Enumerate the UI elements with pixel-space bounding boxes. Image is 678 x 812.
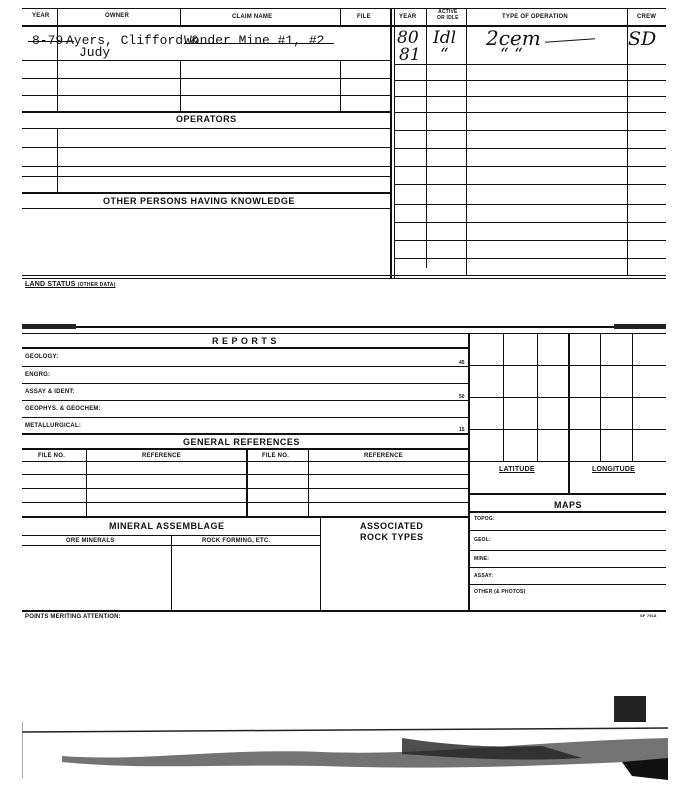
- handwritten-year-1: 80: [397, 28, 419, 48]
- col-divider: [57, 8, 58, 26]
- land-status-text: LAND STATUS: [25, 281, 76, 288]
- entry-owner-line1: Ayers, Clifford &: [66, 33, 199, 48]
- reports-right-divider: [468, 333, 470, 611]
- mineral-heading: MINERAL ASSEMBLAGE: [109, 521, 225, 531]
- ref-reference-2: REFERENCE: [364, 453, 403, 459]
- gen-ref-heading-rule: [22, 448, 468, 450]
- ref-file-no-1: FILE NO.: [38, 453, 65, 459]
- row-line: [22, 176, 390, 177]
- handwritten-operation-ditto: “ “: [500, 45, 523, 65]
- map-mine: MINE:: [474, 556, 490, 562]
- row-line: [22, 60, 390, 61]
- handwritten-crew: SD: [628, 28, 657, 50]
- maps-heading-rule: [470, 511, 666, 513]
- form-id: SF 7918: [640, 613, 657, 618]
- land-status-label: [25, 281, 115, 288]
- ref-reference-1: REFERENCE: [142, 453, 181, 459]
- bar-smudge: [22, 324, 76, 329]
- grid-line: [470, 397, 666, 398]
- rock-forming-label: ROCK FORMING, ETC.: [202, 538, 271, 544]
- header-year: YEAR: [32, 13, 50, 19]
- row-line: [395, 184, 666, 185]
- map-assay: ASSAY:: [474, 573, 494, 579]
- grid-line: [470, 429, 666, 430]
- row-line: [395, 96, 666, 97]
- operators-heading: OPERATORS: [176, 114, 237, 124]
- col-divider: [426, 8, 427, 268]
- maps-heading: MAPS: [554, 500, 583, 510]
- row-line: [22, 417, 468, 418]
- handwritten-operation: 2cem: [486, 26, 541, 50]
- margin-number: 15: [459, 427, 465, 433]
- operators-bottom-rule: [22, 128, 390, 129]
- map-topog: TOPOG:: [474, 516, 495, 522]
- margin-number: 50: [459, 394, 465, 400]
- other-persons-heading: OTHER PERSONS HAVING KNOWLEDGE: [103, 196, 295, 206]
- bar-smudge: [614, 324, 666, 329]
- entry-claim-name: Wonder Mine #1, #2: [184, 33, 325, 48]
- handwritten-active: Idl: [433, 28, 457, 48]
- map-geol: GEOL:: [474, 537, 491, 543]
- col-divider: [340, 60, 341, 112]
- row-line: [22, 78, 390, 79]
- row-line: [22, 502, 468, 503]
- row-line: [395, 204, 666, 205]
- row-line: [22, 461, 468, 462]
- report-engrg: ENGRG:: [25, 372, 51, 378]
- top-block-bottom: [22, 278, 666, 279]
- longitude-label: LONGITUDE: [592, 466, 636, 473]
- handwritten-stroke: [545, 38, 595, 42]
- header-owner: OWNER: [105, 13, 129, 19]
- row-line: [22, 147, 390, 148]
- header-idle: OR IDLE: [437, 15, 459, 21]
- associated-heading-1: ASSOCIATED: [360, 521, 424, 531]
- row-line: [22, 166, 390, 167]
- row-line: [22, 488, 468, 489]
- header-active-idle: [437, 9, 459, 21]
- scan-noise: [22, 718, 668, 788]
- entry-owner-line2: Judy: [79, 45, 111, 60]
- header-claim-name: CLAIM NAME: [232, 14, 273, 20]
- handwritten-active-ditto: “: [440, 45, 449, 65]
- col-divider: [180, 60, 181, 112]
- row-line: [395, 240, 666, 241]
- col-divider: [246, 448, 248, 516]
- center-divider: [390, 8, 392, 278]
- col-divider: [466, 8, 467, 276]
- handwritten-year-2: 81: [399, 45, 421, 65]
- top-border: [22, 8, 666, 9]
- entry-year: 8-79: [32, 33, 64, 48]
- col-divider: [180, 8, 181, 26]
- row-line: [470, 530, 666, 531]
- col-divider: [57, 128, 58, 192]
- form-bottom-rule: [22, 610, 666, 612]
- section-bar: [22, 326, 666, 328]
- col-divider: [171, 535, 172, 611]
- report-assay: ASSAY & IDENT:: [25, 389, 75, 395]
- strike-line: [184, 43, 334, 44]
- map-other: OTHER (& PHOTOS): [474, 589, 526, 595]
- maps-top-rule: [470, 493, 666, 495]
- land-status-note: (OTHER DATA): [77, 282, 116, 288]
- row-line: [395, 166, 666, 167]
- reports-heading-rule: [22, 347, 468, 349]
- mineral-top-rule: [22, 516, 468, 518]
- col-divider: [340, 8, 341, 26]
- row-line: [22, 400, 468, 401]
- gen-ref-heading: GENERAL REFERENCES: [183, 437, 300, 447]
- gen-ref-top-rule: [22, 433, 468, 435]
- header-bottom-rule: [22, 25, 666, 27]
- row-line: [395, 258, 666, 259]
- ref-file-no-2: FILE NO.: [262, 453, 289, 459]
- row-line: [22, 383, 468, 384]
- col-divider: [320, 516, 321, 611]
- ore-minerals-label: ORE MINERALS: [66, 538, 115, 544]
- row-line: [22, 366, 468, 367]
- col-divider: [308, 448, 309, 516]
- grid-line: [568, 333, 570, 493]
- other-persons-top-rule: [22, 192, 390, 194]
- margin-number: 45: [459, 360, 465, 366]
- col-divider: [86, 448, 87, 516]
- row-line: [22, 95, 390, 96]
- row-line: [395, 80, 666, 81]
- grid-line: [470, 461, 666, 462]
- header-active: ACTIVE: [438, 9, 458, 15]
- row-line: [470, 550, 666, 551]
- points-meriting-attention: POINTS MERITING ATTENTION:: [25, 614, 121, 620]
- header-file: FILE: [357, 14, 371, 20]
- associated-heading-2: ROCK TYPES: [360, 532, 424, 542]
- row-line: [470, 584, 666, 585]
- row-line: [395, 222, 666, 223]
- row-line: [395, 64, 666, 65]
- report-metallurgical: METALLURGICAL:: [25, 423, 82, 429]
- row-line: [395, 148, 666, 149]
- center-divider: [394, 8, 395, 278]
- report-geophys: GEOPHYS. & GEOCHEM:: [25, 406, 101, 412]
- row-line: [395, 130, 666, 131]
- header-crew: CREW: [637, 14, 657, 20]
- row-line: [470, 567, 666, 568]
- reports-heading: R E P O R T S: [212, 336, 277, 346]
- report-geology: GEOLOGY:: [25, 354, 59, 360]
- header-year-2: YEAR: [399, 14, 417, 20]
- grid-line: [470, 365, 666, 366]
- operators-top-rule: [22, 111, 390, 113]
- other-persons-bottom-rule: [22, 208, 390, 209]
- latitude-label: LATITUDE: [499, 466, 535, 473]
- top-block-bottom: [22, 275, 666, 276]
- header-type-of-operation: TYPE OF OPERATION: [502, 14, 568, 20]
- row-line: [22, 474, 468, 475]
- row-line: [395, 112, 666, 113]
